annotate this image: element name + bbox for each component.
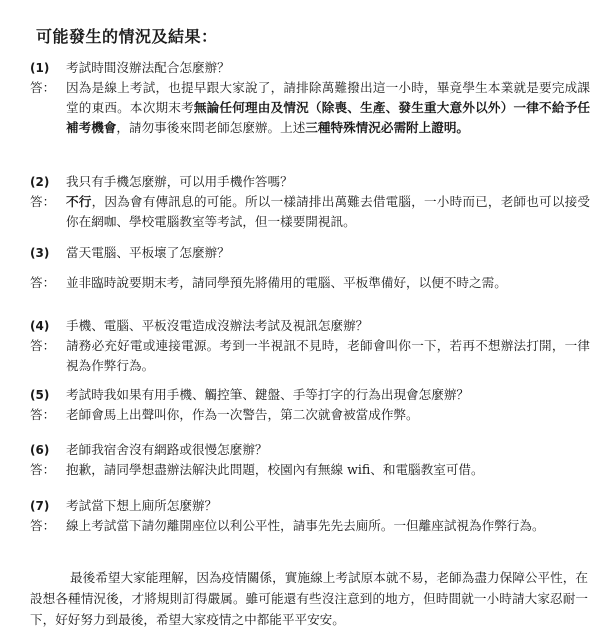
question-number: (2)	[30, 175, 50, 189]
answer-label: 答：	[30, 407, 56, 422]
answer-text: 老師會馬上出聲叫你，作為一次警告，第二次就會被當成作弊。	[66, 407, 419, 422]
answer-label: 答：	[30, 462, 56, 477]
question-number: (5)	[30, 388, 50, 402]
answer-segment: ，請勿事後來問老師怎麼辦。上述	[116, 120, 306, 135]
answer-label: 答：	[30, 338, 56, 353]
answer-label: 答：	[30, 80, 56, 95]
answer-bold-segment: 無論任何理由及情況（除喪、生產、發生重大意外以外）一律不給予任補考機會	[66, 100, 591, 135]
question-text: 當天電腦、平板壞了怎麼辦？	[66, 245, 230, 260]
answer-bold-segment: 不行	[66, 194, 92, 209]
faq-item-5	[30, 385, 590, 425]
question-text: 考試當下想上廁所怎麼辦？	[66, 498, 218, 513]
answer-text: 請務必充好電或連接電源。考到一半視訊不見時，老師會叫你一下，若再不想辦法打開，一律視為作弊行為。	[66, 338, 590, 373]
faq-item-7	[30, 496, 590, 536]
answer-bold-segment: 三種特殊情況必需附上證明。	[305, 120, 469, 135]
question-number: (7)	[30, 499, 50, 513]
closing-paragraph: 最後希望大家能理解，因為疫情關係，實施線上考試原本就不易，老師為盡力保障公平性，在設想各種情況後，才將規則訂得嚴属。雖可能還有些沒注意到的地方，但時間就一小時請大家忍耐一下，好好努力到最後，希望大家疫情之中都能平平安安。	[30, 570, 588, 627]
answer-text: 抱歉，請同學想盡辦法解決此問題，校園內有無線 wifi、和電腦教室可借。	[66, 462, 484, 477]
faq-item-3	[30, 243, 590, 293]
question-text: 我只有手機怎麼辦，可以用手機作答嗎？	[66, 174, 293, 189]
faq-item-1	[30, 58, 590, 138]
answer-segment: ，因為會有傳訊息的可能。所以一樣請排出萬難去借電腦，一小時而已，老師也可以接受你在網咖、學校電腦教室等考試，但一樣要開視訊。	[66, 194, 591, 229]
answer-text: 並非臨時說要期末考，請同學預先將備用的電腦、平板準備好，以便不時之需。	[66, 275, 507, 290]
answer-label: 答：	[30, 518, 56, 533]
answer-text: 線上考試當下請勿離開座位以利公平性，請事先先去廁所。一但離座試視為作弊行為。	[66, 518, 545, 533]
answer-label: 答：	[30, 275, 56, 290]
question-text: 考試時間沒辦法配合怎麼辦？	[66, 60, 230, 75]
question-text: 考試時我如果有用手機、觸控筆、鍵盤、手等打字的行為出現會怎麼辦？	[66, 387, 469, 402]
answer-text	[66, 192, 590, 232]
question-text: 老師我宿舍沒有網路或很慢怎麼辦？	[66, 442, 268, 457]
answer-label: 答：	[30, 194, 56, 209]
faq-item-2	[30, 172, 590, 232]
question-number: (3)	[30, 246, 50, 260]
faq-item-4	[30, 316, 590, 376]
answer-text	[66, 78, 590, 138]
question-number: (4)	[30, 319, 50, 333]
question-number: (6)	[30, 443, 50, 457]
question-number: (1)	[30, 61, 50, 75]
answer-segment: 因為是線上考試，也提早跟大家說了，請排除萬難撥出這一小時，畢竟學生本業就是要完成課堂的東西。本次期末考	[66, 80, 590, 115]
page-title: 可能發生的情況及結果：	[36, 27, 218, 46]
faq-item-6	[30, 440, 590, 480]
question-text: 手機、電腦、平板沒電造成沒辦法考試及視訊怎麼辦？	[66, 318, 369, 333]
